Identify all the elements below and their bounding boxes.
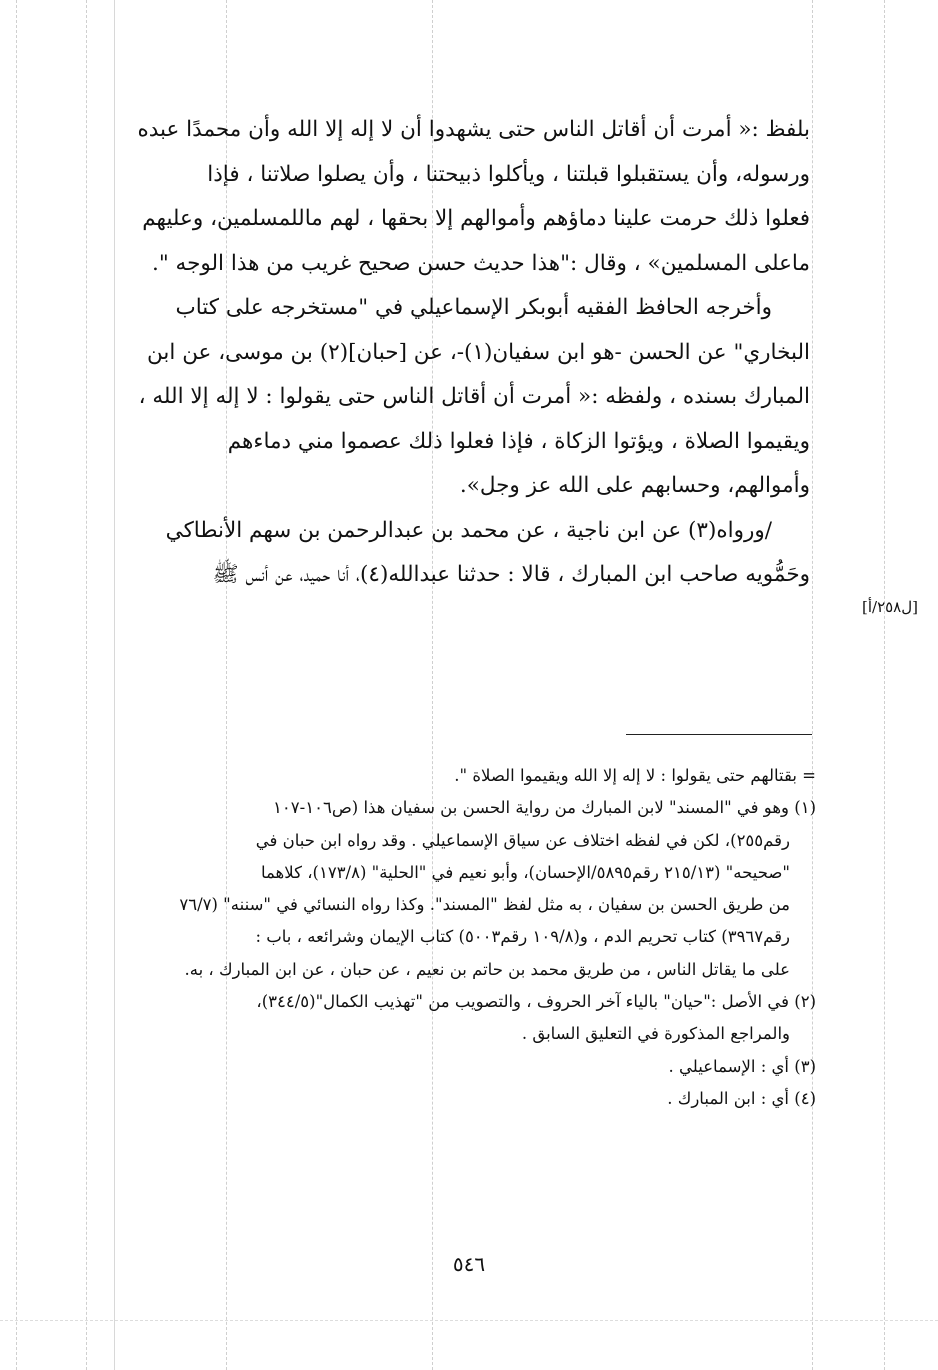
scan-guide-line [0, 1320, 938, 1321]
body-line: /ورواه(٣) عن ابن ناجية ، عن محمد بن عبدالرحمن بن سهم الأنطاكي [165, 517, 772, 543]
body-line: وأخرجه الحافظ الفقيه أبوبكر الإسماعيلي في "مستخرجه على كتاب [175, 295, 772, 320]
body-line: المبارك بسنده ، ولفظه :« أمرت أن أقاتل الناس حتى يقولوا : لا إله إلا الله ، [138, 384, 810, 409]
footnotes [98, 760, 816, 1115]
body-line: بلفظ :« أمرت أن أقاتل الناس حتى يشهدوا أن لا إله إلا الله وأن محمدًا عبده [137, 117, 810, 142]
body-line: وحَمُّويه صاحب ابن المبارك ، قالا : حدثنا عبدالله(٤)، أنا حميد، عن أنس ﷺ [212, 562, 810, 587]
scan-guide-line [812, 0, 813, 1370]
footnote-line: (٤) أي : ابن المبارك . [667, 1088, 816, 1108]
body-line: البخاري" عن الحسن -هو ابن سفيان(١)-، عن [حبان](٢) بن موسى، عن ابن [147, 339, 810, 365]
footnote-line: والمراجع المذكورة في التعليق السابق . [521, 1024, 790, 1044]
body-line: وأموالهم، وحسابهم على الله عز وجل». [459, 473, 810, 498]
body-line: ويقيموا الصلاة ، ويؤتوا الزكاة ، فإذا فعلوا ذلك عصموا مني دماءهم [227, 428, 810, 454]
body-line: ورسوله، وأن يستقبلوا قبلتنا ، ويأكلوا ذبيحتنا ، وأن يصلوا صلاتنا ، فإذا [207, 161, 810, 187]
footnote-line: "صحيحه" (٢١٥/١٣ رقم٥٨٩٥/الإحسان)، وأبو نعيم في "الحلية" (١٧٣/٨)، كلاهما [260, 862, 790, 882]
page-number: ٥٤٦ [452, 1252, 486, 1276]
footnote-separator [626, 734, 812, 735]
footnote-line: على ما يقاتل الناس ، من طريق محمد بن حاتم بن نعيم ، عن حبان ، عن ابن المبارك ، به. [184, 959, 790, 979]
main-text [98, 108, 810, 598]
footnote-line: = بقتالهم حتى يقولوا : لا إله إلا الله ويقيموا الصلاة ". [454, 766, 816, 785]
footnote-line: رقم٣٩٦٧) كتاب تحريم الدم ، و(١٠٩/٨ رقم٥٠٠٣) كتاب الإيمان وشرائعه ، باب : [255, 927, 790, 947]
footnote-line: (٢) في الأصل :"حيان" بالياء آخر الحروف ، والتصويب من "تهذيب الكمال"(٣٤٤/٥)، [256, 992, 816, 1012]
body-line: فعلوا ذلك حرمت علينا دماؤهم وأموالهم إلا بحقها ، لهم ماللمسلمين، وعليهم [142, 206, 810, 231]
scan-guide-line [16, 0, 17, 1370]
manuscript-folio-reference: [ل٢٥٨/أ] [861, 598, 918, 616]
scan-guide-line [86, 0, 87, 1370]
footnote-line: (٣) أي : الإسماعيلي . [668, 1056, 816, 1076]
footnote-line: (١) وهو في "المسند" لابن المبارك من رواية الحسن بن سفيان هذا (ص١٠٦-١٠٧ [273, 798, 816, 818]
footnote-line: من طريق الحسن بن سفيان ، به مثل لفظ "المسند". وكذا رواه النسائي في "سننه" (٧٦/٧ [179, 895, 790, 915]
footnote-line: رقم٢٥٥)، لكن في لفظه اختلاف عن سياق الإسماعيلي . وقد رواه ابن حبان في [255, 830, 790, 850]
body-line: ماعلى المسلمين» ، وقال :"هذا حديث حسن صحيح غريب من هذا الوجه ". [152, 250, 810, 276]
scan-guide-line [884, 0, 885, 1370]
